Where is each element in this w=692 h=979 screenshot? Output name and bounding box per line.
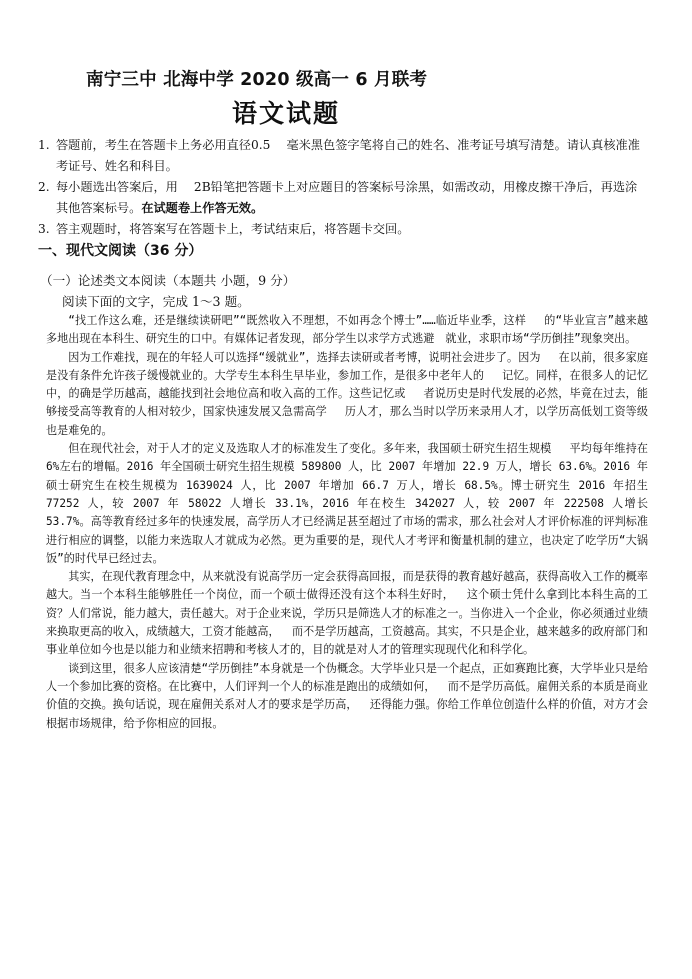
passage-paragraph: 但在现代社会，对于人才的定义及选取人才的标准发生了变化。多年来，我国硕士研究生招生规模 平均每年维持在 6%左右的增幅。2016 年全国硕士研究生招生规模 589800 人，比 2007 年增加 22.9 万人，增长 63.6%。2016 年硕士研究生在校生规模为 1639024 人，比 2007 年增加 66.7 万人，增长 68.5%。博士研究生 2016 年招生 77252 人，较 2007 年 58022 人增长 33.1%，2016 年在校生 342027 人，较 2007 年 222508 人增长 53.7%。高等教育经过多年的快速发展，高学历人才已经满足甚至超过了市场的需求，那么社会对人才评价标准的评判标准进行相应的调整，以能力来选取人才就成为必然。更为重要的是，现代人才考评和衡量机制的建立，也决定了吃学历“大锅饭”的时代早已经过去。 [46, 442, 648, 565]
exam-notes [38, 135, 648, 240]
note-text-main: 每小题选出答案后，用 2B铅笔把答题卡上对应题目的答案标号涂黑，如需改动，用橡皮擦干净后，再选涂其他答案标号。 [56, 180, 638, 215]
section-heading: 一、现代文阅读（36 分） [38, 243, 203, 259]
reading-passage [46, 312, 648, 733]
note-text [56, 177, 648, 219]
passage-paragraph: 谈到这里，很多人应该清楚“学历倒挂”本身就是一个伪概念。大学毕业只是一个起点，正如赛跑比赛，大学毕业只是给人一个参加比赛的资格。在比赛中，人们评判一个人的标准是跑出的成绩如何， 而不是学历高低。雇佣关系的本质是商业价值的交换。换句话说，现在雇佣关系对人才的要求是学历高， 还得能力强。你给工作单位创造什么样的价值，对方才会根据市场规律，给予你相应的回报。 [46, 661, 648, 730]
note-item [38, 177, 648, 219]
note-emphasis: 在试题卷上作答无效。 [141, 201, 264, 215]
note-item [38, 219, 648, 240]
note-number: 1. [38, 138, 50, 152]
passage-paragraph: “找工作这么难，还是继续读研吧”“既然收入不理想，不如再念个博士”……临近毕业季，这样 的“毕业宣言”越来越多地出现在本科生、研究生的口中。有媒体记者发现，部分学生以求学方式逃避 就业，求职市场“学历倒挂”现象突出。 [46, 314, 648, 346]
exam-school-title: 南宁三中 北海中学 2020 级高一 6 月联考 [86, 70, 428, 90]
note-number: 3. [38, 222, 50, 236]
note-text: 答题前，考生在答题卡上务必用直径0.5 毫米黑色签字笔将自己的姓名、准考证号填写清楚。请认真核准准考证号、姓名和科目。 [56, 138, 640, 173]
note-item [38, 135, 648, 177]
passage-paragraph: 因为工作难找，现在的年轻人可以选择“缓就业”，选择去读研或者考博，说明社会进步了。因为 在以前，很多家庭是没有条件允许孩子缓慢就业的。大学专生本科生早毕业，参加工作，是很多中老年人的 记忆。同样，在很多人的记忆中，的确是学历越高，越能找到社会地位高和收入高的工作。这些记忆或 者说历史是时代发展的必然，毕竟在过去，能够接受高等教育的人相对较少，国家快速发展又急需高学 历人才，那么当时以学历来录用人才，以学历高低划工资等级也是难免的。 [46, 350, 648, 437]
reading-instruction: 阅读下面的文字，完成 1～3 题。 [62, 294, 250, 309]
note-text: 答主观题时，将答案写在答题卡上，考试结束后，将答题卡交回。 [56, 222, 410, 236]
note-number: 2. [38, 180, 50, 194]
subject-title: 语文试题 [232, 99, 341, 128]
sub-section-heading: （一）论述类文本阅读（本题共 小题，9 分） [40, 273, 296, 288]
passage-paragraph: 其实，在现代教育理念中，从来就没有说高学历一定会获得高回报，而是获得的教育越好越高，获得高收入工作的概率越大。当一个本科生能够胜任一个岗位，而一个硕士做得还没有这个本科生好时， 这个硕士凭什么拿到比本科生高的工资？人们常说，能力越大，责任越大。对于企业来说，学历只是筛选人才的标准之一。当你进入一个企业，你必须通过业绩来换取更高的收入，成绩越大，工资才能越高， 而不是学历越高，工资越高。其实，不只是企业，越来越多的政府部门和事业单位如今也是以能力和业绩来招聘和考核人才的，目的就是对人才的管理实现现代化和科学化。 [46, 570, 648, 657]
